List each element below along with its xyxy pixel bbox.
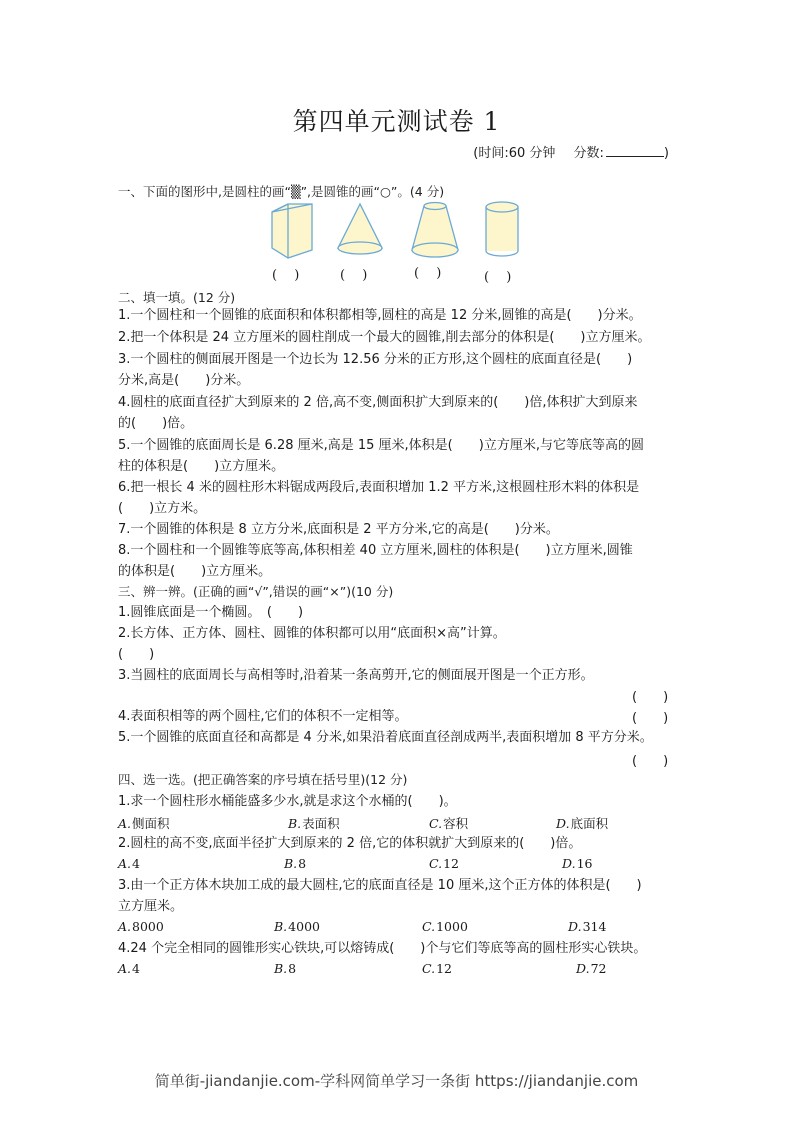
fill-q8a: 8.一个圆柱和一个圆锥等底等高,体积相差 40 立方厘米,圆柱的体积是( )立方厘米,圆锥 — [118, 543, 633, 558]
choice-q3a: 3.由一个正方体木块加工成的最大圆柱,它的底面直径是 10 厘米,这个正方体的体积是( ) — [118, 878, 642, 893]
choice-q2: 2.圆柱的高不变,底面半径扩大到原来的 2 倍,它的体积就扩大到原来的( )倍。 — [118, 836, 582, 851]
section3-heading: 三、辨一辨。(正确的画“√”,错误的画“×”)(10 分) — [118, 584, 394, 599]
time-label: (时间:60 分钟 — [473, 146, 556, 161]
choice-q3-option-b[interactable]: B.4000 — [274, 919, 320, 934]
section1-heading-text: 一、下面的图形中,是圆柱的画“ — [118, 184, 291, 199]
choice-q1-option-d[interactable]: D.底面积 — [556, 816, 609, 831]
cone-shape — [334, 202, 386, 262]
choice-q2-option-a[interactable]: A.4 — [118, 856, 140, 871]
choice-q2-option-c[interactable]: C.12 — [429, 856, 459, 871]
judge-q4: 4.表面积相等的两个圆柱,它们的体积不一定相等。 — [118, 709, 408, 724]
meta-close: ) — [663, 146, 669, 161]
choice-q2-option-b[interactable]: B.8 — [284, 856, 307, 871]
score-label: 分数: — [573, 146, 604, 161]
fill-q3a: 3.一个圆柱的侧面展开图是一个边长为 12.56 分米的正方形,这个圆柱的底面直径是( ) — [118, 352, 633, 367]
judge-q5: 5.一个圆锥的底面直径和高都是 4 分米,如果沿着底面直径剖成两半,表面积增加 8 平方分米。 — [118, 730, 653, 745]
fill-q7: 7.一个圆锥的体积是 8 立方分米,底面积是 2 平方分米,它的高是( )分米。 — [118, 522, 559, 537]
triangular-prism-shape — [268, 202, 316, 262]
choice-q3-option-c[interactable]: C.1000 — [422, 919, 468, 934]
fill-q8b: 的体积是( )立方厘米。 — [118, 564, 272, 579]
choice-q4-option-a[interactable]: A.4 — [118, 961, 140, 976]
time-score-line — [473, 142, 669, 161]
frustum-shape — [408, 200, 462, 262]
judge-q2-blank[interactable]: ( ) — [118, 647, 155, 662]
score-blank[interactable] — [606, 144, 664, 157]
fill-q3b: 分米,高是( )分米。 — [118, 373, 250, 388]
judge-q3: 3.当圆柱的底面周长与高相等时,沿着某一条高剪开,它的侧面展开图是一个正方形。 — [118, 668, 594, 683]
answer-blank-3[interactable]: ( ) — [414, 266, 442, 281]
answer-blank-4[interactable]: ( ) — [484, 270, 512, 285]
choice-q1-option-a[interactable]: A.侧面积 — [118, 816, 170, 831]
fill-q4a: 4.圆柱的底面直径扩大到原来的 2 倍,高不变,侧面积扩大到原来的( )倍,体积扩大到原来 — [118, 395, 638, 410]
section1-heading-text-2: ”,是圆锥的画“○”。(4 分) — [300, 184, 445, 199]
fill-q6b: ( )立方米。 — [118, 501, 207, 516]
choice-q1-option-b[interactable]: B.表面积 — [288, 816, 340, 831]
choice-q4: 4.24 个完全相同的圆锥形实心铁块,可以熔铸成( )个与它们等底等高的圆柱形实心铁块。 — [118, 941, 647, 956]
cylinder-shape — [482, 200, 522, 262]
section2-heading: 二、填一填。(12 分) — [118, 290, 236, 305]
choice-q4-option-d[interactable]: D.72 — [576, 961, 607, 976]
choice-q3-option-a[interactable]: A.8000 — [118, 919, 164, 934]
judge-q2: 2.长方体、正方体、圆柱、圆锥的体积都可以用“底面积×高”计算。 — [118, 626, 506, 641]
choice-q3b: 立方厘米。 — [118, 899, 184, 914]
choice-q3-option-d[interactable]: D.314 — [568, 919, 607, 934]
judge-q5-blank[interactable]: ( ) — [632, 754, 669, 769]
fill-q6a: 6.把一根长 4 米的圆柱形木料锯成两段后,表面积增加 1.2 平方米,这根圆柱形木料的体积是 — [118, 480, 640, 495]
choice-q4-option-b[interactable]: B.8 — [274, 961, 297, 976]
fill-q2: 2.把一个体积是 24 立方厘米的圆柱削成一个最大的圆锥,削去部分的体积是( )立方厘米。 — [118, 330, 651, 345]
judge-q1: 1.圆锥底面是一个椭圆。 ( ) — [118, 605, 304, 620]
section4-heading: 四、选一选。(把正确答案的序号填在括号里)(12 分) — [118, 772, 408, 787]
box-glyph: ▒ — [290, 184, 301, 199]
answer-blank-2[interactable]: ( ) — [340, 268, 368, 283]
page-title: 第四单元测试卷 1 — [292, 107, 501, 136]
fill-q5a: 5.一个圆锥的底面周长是 6.28 厘米,高是 15 厘米,体积是( )立方厘米,与它等底等高的圆 — [118, 438, 644, 453]
answer-blank-1[interactable]: ( ) — [272, 268, 300, 283]
choice-q1: 1.求一个圆柱形水桶能盛多少水,就是求这个水桶的( )。 — [118, 794, 457, 809]
fill-q4b: 的( )倍。 — [118, 416, 194, 431]
choice-q4-option-c[interactable]: C.12 — [422, 961, 452, 976]
fill-q1: 1.一个圆柱和一个圆锥的底面积和体积都相等,圆柱的高是 12 分米,圆锥的高是( )分米。 — [118, 308, 642, 323]
judge-q3-blank[interactable]: ( ) — [632, 690, 669, 705]
section1-heading — [118, 182, 444, 202]
judge-q4-blank[interactable]: ( ) — [632, 711, 669, 726]
choice-q2-option-d[interactable]: D.16 — [562, 856, 593, 871]
footer-watermark: 简单街-jiandanjie.com-学科网简单学习一条街 https://jiandanjie.com — [154, 1072, 639, 1090]
fill-q5b: 柱的体积是( )立方厘米。 — [118, 459, 285, 474]
choice-q1-option-c[interactable]: C.容积 — [429, 816, 469, 831]
